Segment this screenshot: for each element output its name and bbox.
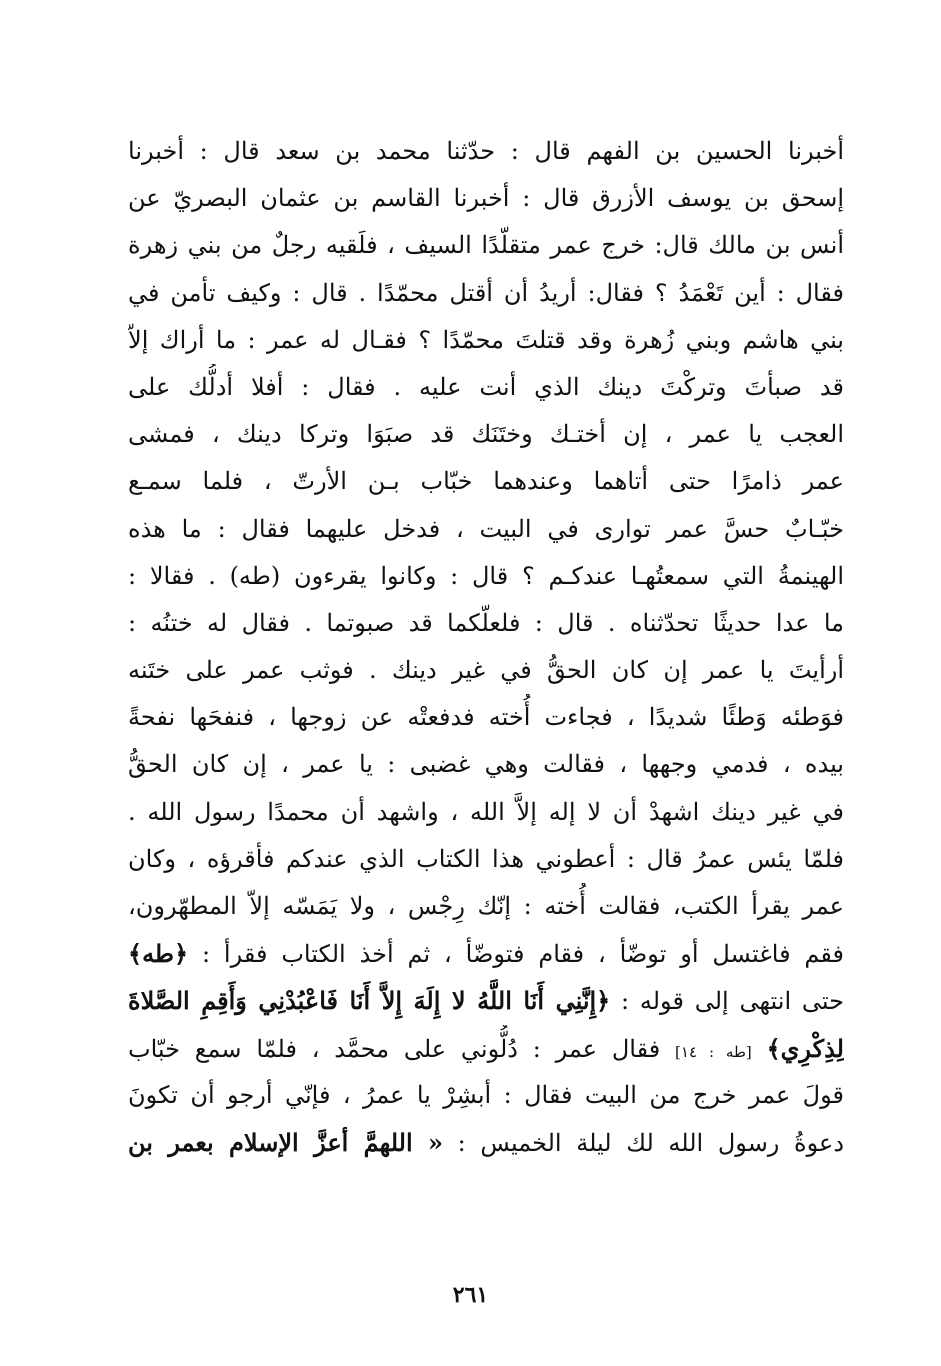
quran-quote: ﴿طه﴾	[128, 939, 189, 969]
text-run: دعوةُ رسول الله لك ليلة الخميس :	[457, 1128, 844, 1157]
text-line: إسحق بن يوسف الأزرق قال : أخبرنا القاسم بن عثمان البصريّ عن	[128, 184, 844, 213]
body-text	[128, 128, 844, 1166]
quran-quote: ﴿إِنَّنِي أَنَا اللَّهُ لا إِلَهَ إِلاَّ أَنَا فَاعْبُدْنِي وَأَقِمِ الصَّلاةَ	[128, 986, 611, 1016]
text-line: فلمّا يئس عمرُ قال : أعطوني هذا الكتاب الذي عندكم فأقرؤه ، وكان	[128, 844, 844, 873]
text-line: فوَطئه وَطئًا شديدًا ، فجاءت أُخته فدفعتْه عن زوجها ، فنفحَها نفحةً	[128, 703, 844, 732]
text-line: الهينمةُ التي سمعتُهـا عندكـم ؟ قال : وكانوا يقرءون (طه) . فقالا :	[128, 561, 844, 590]
text-run: فقال عمر : دُلُّوني على محمَّد ، فلمّا سمع خبّاب	[128, 1034, 661, 1063]
text-run: حتى انتهى إلى قوله :	[621, 987, 844, 1016]
text-line: عمر ذامرًا حتى أتاهما وعندهما خبّاب بـن الأرتّ ، فلما سمـع	[128, 467, 844, 496]
text-run: فقم فاغتسل أو توضّأ ، فقام فتوضّأ ، ثم أخذ الكتاب فقرأ :	[201, 940, 844, 969]
text-line	[128, 1025, 844, 1072]
text-line: أخبرنا الحسين بن الفهم قال : حدّثنا محمد بن سعد قال : أخبرنا	[128, 137, 844, 165]
quran-quote: لِذِكْرِي﴾	[766, 1033, 844, 1063]
text-line: ما عدا حديثًا تحدّثناه . قال : فلعلّكما قد صبوتما . فقال له ختنُه :	[128, 608, 844, 637]
verse-reference: [طه : ١٤]	[675, 1042, 752, 1061]
text-line: في غير دينك اشهدْ أن لا إله إلاَّ الله ، واشهد أن محمدًا رسول الله .	[128, 797, 844, 826]
text-line: خبّـابٌ حسَّ عمر توارى في البيت ، فدخل عليهما فقال : ما هذه	[128, 514, 844, 543]
text-line	[128, 930, 844, 977]
text-line: أنس بن مالك قال: خرج عمر متقلّدًا السيف ، فلَقيه رجلٌ من بني زهرة	[128, 231, 844, 260]
hadith-quote: « اللهمَّ أعزَّ الإسلام بعمر بن	[128, 1127, 444, 1157]
text-line: بيده ، فدمي وجهها ، فقالت وهي غضبى : يا عمر ، إن كان الحقُّ	[128, 750, 844, 779]
text-line: قد صبأتَ وتركْتَ دينك الذي أنت عليه . فقال : أفلا أدلُّك على	[128, 372, 844, 401]
text-line: بني هاشم وبني زُهرة وقد قتلتَ محمّدًا ؟ فقـال له عمر : ما أراك إلاّ	[128, 325, 844, 354]
text-line: أرأيتَ يا عمر إن كان الحقُّ في غير دينك . فوثب عمر على ختَنه	[128, 656, 844, 685]
text-line	[128, 977, 844, 1024]
text-line: قولَ عمر خرج من البيت فقال : أبشِرْ يا عمرُ ، فإنّي أرجو أن تكونَ	[128, 1080, 844, 1109]
text-line: العجب يا عمر ، إن أختـك وختَنَك قد صبَوَا وتركا دينك ، فمشى	[128, 420, 844, 449]
text-line: فقال : أين تَعْمَدُ ؟ فقال: أريدُ أن أقتل محمّدًا . قال : وكيف تأمن في	[128, 278, 844, 307]
page-number: ٢٦١	[452, 1282, 489, 1308]
text-line: عمر يقرأ الكتب، فقالت أُخته : إنّك رِجْس ، ولا يَمَسّه إلاّ المطهّرون،	[128, 892, 844, 920]
text-line	[128, 1119, 844, 1166]
